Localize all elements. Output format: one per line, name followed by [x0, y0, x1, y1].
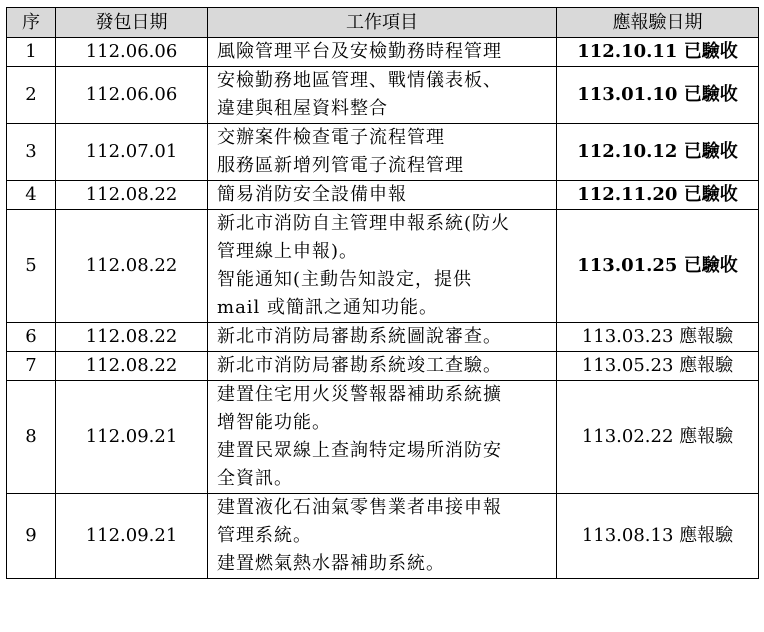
row-contract-date: 112.06.06: [56, 38, 208, 67]
table-row: [7, 210, 759, 323]
row-seq: 7: [7, 352, 56, 381]
work-item-line: 風險管理平台及安檢勤務時程管理: [217, 41, 502, 62]
row-contract-date: 112.09.21: [56, 494, 208, 579]
row-acceptance-date: 113.01.25 已驗收: [557, 210, 759, 323]
row-seq: 9: [7, 494, 56, 579]
work-item-line: 管理系統。: [217, 525, 312, 546]
work-item-line: 建置民眾線上查詢特定場所消防安: [217, 440, 502, 461]
table-row: [7, 38, 759, 67]
row-contract-date: 112.08.22: [56, 210, 208, 323]
row-work-item: [208, 124, 557, 181]
row-acceptance-date: 113.01.10 已驗收: [557, 67, 759, 124]
row-seq: 2: [7, 67, 56, 124]
row-work-item: [208, 381, 557, 494]
work-item-line: 管理線上申報)。: [217, 241, 359, 262]
work-item-line: 建置液化石油氣零售業者串接申報: [217, 497, 502, 518]
table-row: [7, 67, 759, 124]
row-acceptance-date: 113.02.22 應報驗: [557, 381, 759, 494]
work-item-line: 全資訊。: [217, 468, 293, 489]
table-row: [7, 124, 759, 181]
row-work-item: [208, 352, 557, 381]
work-item-line: 服務區新增列管電子流程管理: [217, 155, 464, 176]
work-item-line: 增智能功能。: [217, 412, 331, 433]
work-item-line: 新北市消防自主管理申報系統(防火: [217, 213, 511, 234]
row-work-item: [208, 210, 557, 323]
row-seq: 1: [7, 38, 56, 67]
work-item-line: 新北市消防局審勘系統竣工查驗。: [217, 355, 502, 376]
table-row: [7, 494, 759, 579]
row-contract-date: 112.06.06: [56, 67, 208, 124]
row-contract-date: 112.07.01: [56, 124, 208, 181]
row-acceptance-date: 113.05.23 應報驗: [557, 352, 759, 381]
row-acceptance-date: 112.10.12 已驗收: [557, 124, 759, 181]
table-row: [7, 181, 759, 210]
row-work-item: [208, 181, 557, 210]
header-seq: 序: [7, 8, 56, 38]
row-seq: 4: [7, 181, 56, 210]
header-date: 發包日期: [56, 8, 208, 38]
row-seq: 3: [7, 124, 56, 181]
row-contract-date: 112.08.22: [56, 181, 208, 210]
row-contract-date: 112.09.21: [56, 381, 208, 494]
table-row: [7, 352, 759, 381]
work-item-line: 建置住宅用火災警報器補助系統擴: [217, 384, 502, 405]
row-work-item: [208, 67, 557, 124]
header-acceptance: 應報驗日期: [557, 8, 759, 38]
row-acceptance-date: 112.11.20 已驗收: [557, 181, 759, 210]
row-seq: 6: [7, 323, 56, 352]
row-acceptance-date: 112.10.11 已驗收: [557, 38, 759, 67]
work-item-line: 建置燃氣熱水器補助系統。: [217, 553, 445, 574]
row-contract-date: 112.08.22: [56, 323, 208, 352]
table-header-row: [7, 8, 759, 38]
work-item-line: 簡易消防安全設備申報: [217, 184, 407, 205]
work-items-table: [6, 7, 759, 579]
row-work-item: [208, 323, 557, 352]
table-body: [7, 38, 759, 579]
table-row: [7, 381, 759, 494]
work-item-line: mail 或簡訊之通知功能。: [217, 297, 439, 318]
work-item-line: 智能通知(主動告知設定，提供: [217, 269, 473, 290]
work-item-line: 違建與租屋資料整合: [217, 98, 388, 119]
work-item-line: 交辦案件檢查電子流程管理: [217, 127, 445, 148]
row-work-item: [208, 494, 557, 579]
row-work-item: [208, 38, 557, 67]
row-acceptance-date: 113.08.13 應報驗: [557, 494, 759, 579]
row-seq: 5: [7, 210, 56, 323]
work-item-line: 安檢勤務地區管理、戰情儀表板、: [217, 70, 502, 91]
work-item-line: 新北市消防局審勘系統圖說審查。: [217, 326, 502, 347]
table-row: [7, 323, 759, 352]
row-contract-date: 112.08.22: [56, 352, 208, 381]
row-seq: 8: [7, 381, 56, 494]
header-item: 工作項目: [208, 8, 557, 38]
row-acceptance-date: 113.03.23 應報驗: [557, 323, 759, 352]
